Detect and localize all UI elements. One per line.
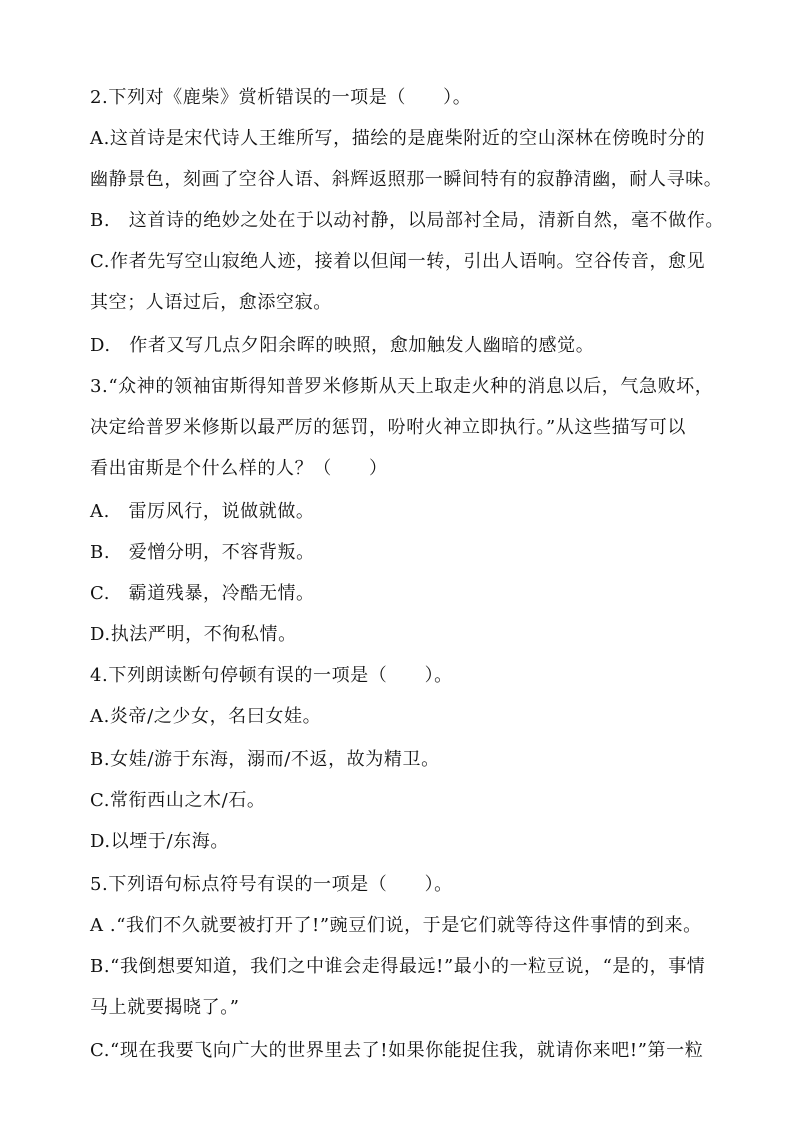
question-3-stem: 3.“众神的领袖宙斯得知普罗米修斯从天上取走火种的消息以后，气急败坏， (90, 376, 714, 397)
question-2-option-b: B. 这首诗的绝妙之处在于以动衬静，以局部衬全局，清新自然，毫不做作。 (90, 210, 724, 231)
question-2-stem: 2.下列对《鹿柴》赏析错误的一项是（ ）。 (90, 87, 472, 108)
question-5-option-b-continued: 马上就要揭晓了。” (90, 997, 240, 1018)
question-2-option-d: D. 作者又写几点夕阳余晖的映照，愈加触发人幽暗的感觉。 (90, 335, 595, 356)
question-3-option-c: C. 霸道残暴，冷酷无情。 (90, 583, 315, 604)
question-3-stem-end: 看出宙斯是个什么样的人？（ ） (90, 458, 388, 479)
question-4-stem: 4.下列朗读断句停顿有误的一项是（ ）。 (90, 665, 453, 686)
question-5-option-a: A .“我们不久就要被打开了!”豌豆们说，于是它们就等待这件事情的到来。 (90, 915, 702, 936)
question-4-option-b: B.女娃/游于东海，溺而/不返，故为精卫。 (90, 749, 440, 770)
question-4-option-d: D.以堙于/东海。 (90, 831, 229, 852)
question-3-stem-continued: 决定给普罗米修斯以最严厉的惩罚，吩咐火神立即执行。”从这些描写可以 (90, 417, 686, 438)
question-5-option-b: B.“我倒想要知道，我们之中谁会走得最远!”最小的一粒豆说，“是的，事情 (90, 956, 706, 977)
question-2-option-c: C.作者先写空山寂绝人迹，接着以但闻一转，引出人语响。空谷传音，愈见 (90, 251, 706, 272)
question-3-option-a: A. 雷厉风行，说做就做。 (90, 501, 315, 522)
question-5-stem: 5.下列语句标点符号有误的一项是（ ）。 (90, 874, 453, 895)
question-4-option-a: A.炎帝/之少女，名曰女娃。 (90, 706, 322, 727)
question-2-option-c-continued: 其空；人语过后，愈添空寂。 (90, 292, 332, 313)
question-2-option-a-continued: 幽静景色，刻画了空谷人语、斜辉返照那一瞬间特有的寂静清幽，耐人寻味。 (90, 169, 723, 190)
question-5-option-c: C.“现在我要飞向广大的世界里去了!如果你能捉住我，就请你来吧!”第一粒 (90, 1040, 704, 1061)
question-2-option-a: A.这首诗是宋代诗人王维所写，描绘的是鹿柴附近的空山深林在傍晚时分的 (90, 128, 706, 149)
question-3-option-d: D.执法严明，不徇私情。 (90, 624, 297, 645)
question-4-option-c: C.常衔西山之木/石。 (90, 790, 266, 811)
question-3-option-b: B. 爱憎分明，不容背叛。 (90, 542, 315, 563)
